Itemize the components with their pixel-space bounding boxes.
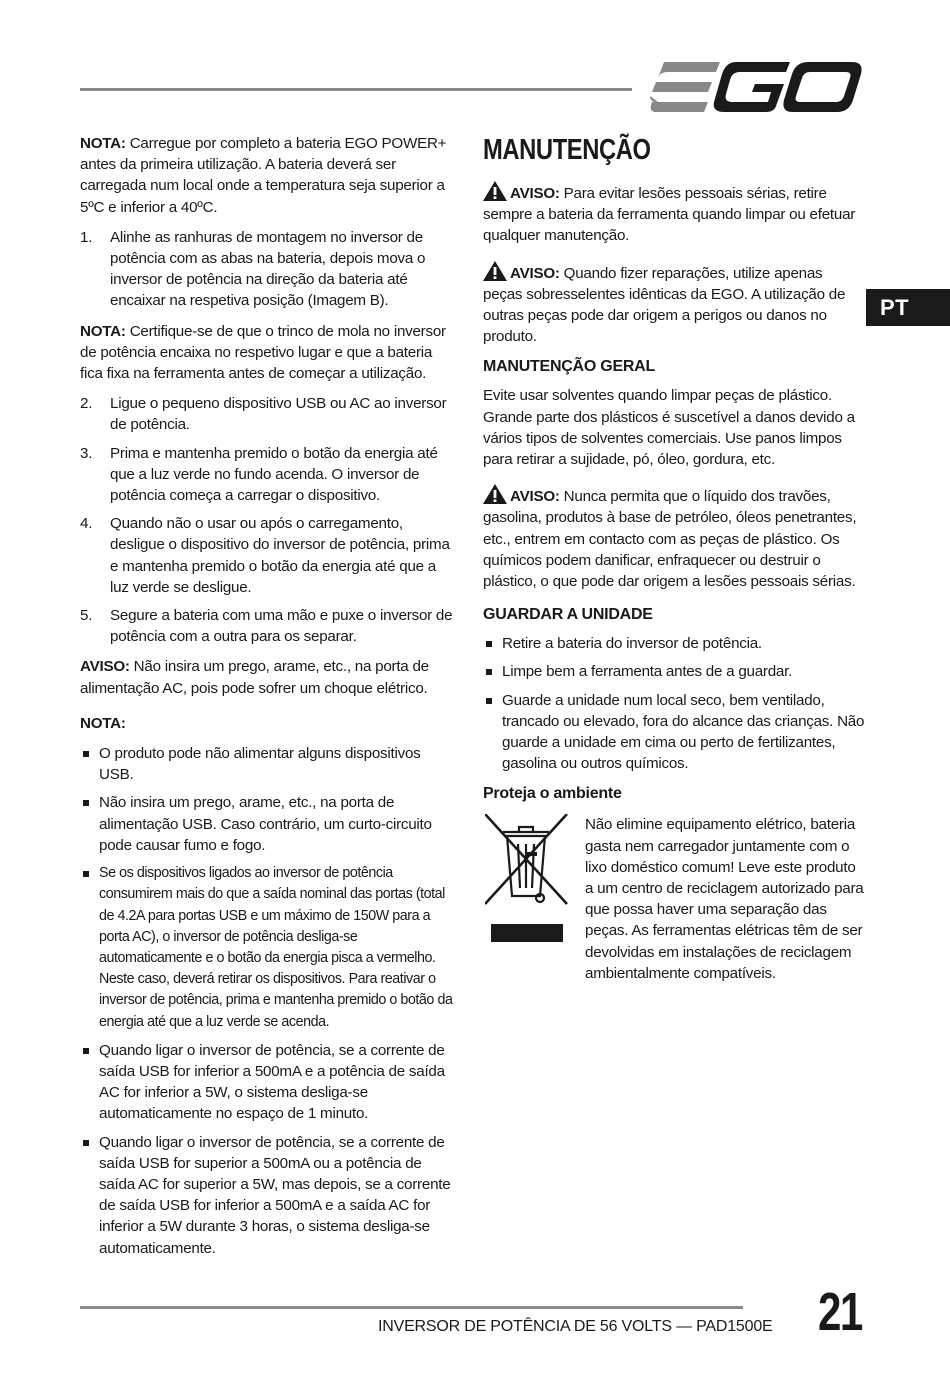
bullet-icon: [83, 751, 89, 757]
list-item: [80, 443, 458, 507]
bullet-icon: [486, 641, 492, 647]
bullet-icon: [83, 1140, 89, 1146]
warning-text: Para evitar lesões pessoais sérias, retire sempre a bateria da ferramenta quando limpar ou efetuar qualquer manutenção.: [483, 185, 856, 245]
general-maintenance-heading: MANUTENÇÃO GERAL: [483, 358, 655, 376]
ego-logo: [650, 62, 862, 112]
bullet-icon: [486, 669, 492, 675]
environment-heading: Proteja o ambiente: [483, 785, 622, 803]
warning-label: AVISO:: [510, 264, 560, 282]
warning-triangle-icon: [483, 261, 507, 281]
note-label: NOTA:: [80, 135, 126, 152]
environment-text: Não elimine equipamento elétrico, bateria gasta nem carregador juntamente com o lixo doméstico comum! Leve este produto a um centro de reciclagem autorizado para que possa haver uma separação das peças. As ferramentas elétricas têm de ser devolvidas em instalações de reciclagem ambientalmente compatíveis.: [585, 816, 864, 982]
right-column: [483, 133, 865, 994]
bullet-text: Limpe bem a ferramenta antes de a guardar.: [502, 663, 793, 681]
section-title: MANUTENÇÃO: [483, 134, 651, 166]
step-text: Ligue o pequeno dispositivo USB ou AC ao inversor de potência.: [110, 395, 447, 434]
footer-rule: [80, 1306, 743, 1309]
list-item: [80, 863, 458, 1033]
list-item: [80, 513, 458, 598]
bullet-text: Não insira um prego, arame, etc., na porta de alimentação USB. Caso contrário, um curto-circuito pode causar fumo e fogo.: [99, 794, 432, 854]
page-number: 21: [818, 1282, 862, 1342]
list-item: [483, 661, 865, 682]
warning-remove-battery: [483, 181, 865, 247]
footer-title: INVERSOR DE POTÊNCIA DE 56 VOLTS — PAD1500E: [378, 1318, 773, 1335]
note-text: Carregue por completo a bateria EGO POWER+ antes da primeira utilização. A bateria deverá ser carregada num local onde a temperatura seja superior a 5ºC e inferior a 40ºC.: [80, 135, 447, 216]
warning-ac-port: [80, 656, 458, 698]
storage-bullets: [483, 633, 865, 774]
step-number: 4.: [80, 515, 93, 533]
step-number: 2.: [80, 395, 93, 413]
warning-chemicals: [483, 484, 865, 592]
list-item: [80, 605, 458, 647]
note-latch: [80, 321, 458, 385]
warning-label: AVISO:: [510, 488, 560, 506]
bullet-text: Guarde a unidade num local seco, bem ventilado, trancado ou elevado, fora do alcance das crianças. Não guarde a unidade em cima ou perto de fertilizantes, gasolina ou outros químicos.: [502, 691, 865, 773]
warning-label: AVISO:: [510, 185, 560, 202]
step-text: Segure a bateria com uma mão e puxe o inversor de potência com a outra para os separar.: [110, 607, 453, 646]
list-item: [80, 743, 458, 785]
warning-text: Nunca permita que o líquido dos travões, gasolina, produtos à base de petróleo, óleos penetrantes, etc., entrem em contacto com as peças de plástico. Os químicos podem danificar, enfraquecer ou destruir o plástico, o que pode dar origem a lesões pessoais sérias.: [483, 488, 857, 591]
list-item: [80, 792, 458, 856]
general-maintenance-text: Evite usar solventes quando limpar peças de plástico. Grande parte dos plásticos é suscetível a danos devido a vários tipos de solventes comerciais. Use panos limpos para retirar a sujidade, pó, óleo, gordura, etc.: [483, 387, 855, 469]
bullet-icon: [83, 1048, 89, 1054]
bullet-text: Se os dispositivos ligados ao inversor de potência consumirem mais do que a saída nominal das portas (total de 4.2A para portas USB e um máximo de 150W para a porta AC), o inversor de potência desliga-se automaticamente e o botão da energia pisca a vermelho. Neste caso, deverá retirar os dispositivos. Para reativar o inversor de potência, prima e mantenha premido o botão da energia até que a luz verde se acenda.: [99, 865, 453, 1030]
list-item: [80, 393, 458, 435]
steps-list-b: [80, 393, 458, 647]
step-text: Alinhe as ranhuras de montagem no inversor de potência com as abas na bateria, depois mova o inversor de potência na direção da bateria até encaixar na respetiva posição (Imagem B).: [110, 228, 426, 310]
list-item: [80, 1040, 458, 1125]
list-item: [483, 690, 865, 775]
note-label: NOTA:: [80, 322, 126, 340]
bullet-icon: [83, 871, 89, 877]
warning-triangle-icon: [483, 484, 507, 504]
step-text: Quando não o usar ou após o carregamento, desligue o dispositivo do inversor de potência, prima e mantenha premido o botão da energia até que a luz verde se desligue.: [110, 515, 450, 596]
bullet-text: Quando ligar o inversor de potência, se a corrente de saída USB for superior a 500mA ou a potência de saída AC for superior a 5W, mas depois, se a corrente de saída USB for inferior a 500mA e a saída AC for inferior a 5W durante 3 horas, o sistema desliga-se automaticamente.: [99, 1133, 451, 1257]
note-heading: NOTA:: [80, 714, 126, 732]
warning-text: Não insira um prego, arame, etc., na porta de alimentação AC, pois pode sofrer um choque elétrico.: [80, 658, 429, 697]
left-column: [80, 133, 458, 1268]
bullet-icon: [83, 800, 89, 806]
list-item: [80, 1132, 458, 1259]
bullet-text: Quando ligar o inversor de potência, se a corrente de saída USB for inferior a 500mA e a potência de saída AC for inferior a 5W, o sistema desliga-se automaticamente no espaço de 1 minuto.: [99, 1041, 445, 1123]
list-item: [483, 633, 865, 654]
note-text: Certifique-se de que o trinco de mola no inversor de potência encaixa no respetivo lugar e que a bateria fica fixa na ferramenta antes de começar a utilização.: [80, 322, 446, 383]
bullet-text: Retire a bateria do inversor de potência.: [502, 635, 762, 653]
step-number: 5.: [80, 607, 93, 625]
list-item: [80, 227, 458, 312]
warning-spare-parts: [483, 261, 865, 348]
warning-label: AVISO:: [80, 658, 130, 676]
crossed-bin-icon: [485, 814, 569, 944]
bullet-icon: [486, 698, 492, 704]
storage-heading: GUARDAR A UNIDADE: [483, 606, 653, 624]
warning-text: Quando fizer reparações, utilize apenas peças sobresselentes idênticas da EGO. A utilização de outras peças pode dar origem a perigos ou danos no produto.: [483, 264, 846, 346]
step-number: 1.: [80, 228, 93, 246]
note-charge: [80, 133, 458, 218]
language-tab: PT: [866, 289, 950, 326]
warning-triangle-icon: [483, 181, 507, 201]
step-text: Prima e mantenha premido o botão da energia até que a luz verde no fundo acenda. O inversor de potência começa a carregar o dispositivo.: [110, 444, 438, 505]
environment-block: [483, 814, 865, 994]
note-bullets: [80, 743, 458, 1259]
steps-list-a: [80, 227, 458, 312]
bullet-text: O produto pode não alimentar alguns dispositivos USB.: [99, 745, 421, 784]
step-number: 3.: [80, 444, 93, 462]
header-rule: [80, 88, 632, 91]
